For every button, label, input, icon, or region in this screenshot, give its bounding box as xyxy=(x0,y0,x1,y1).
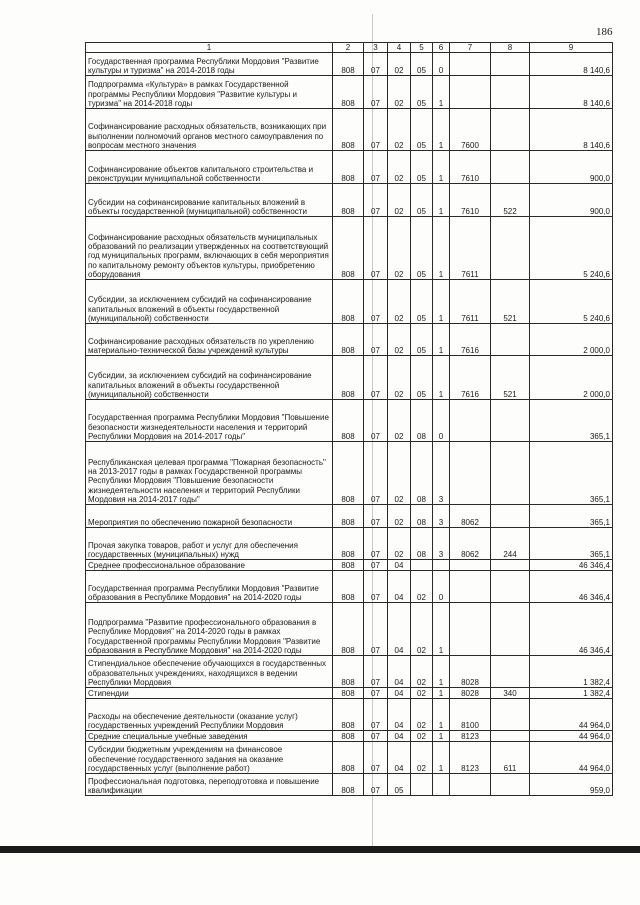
header-cell: 2 xyxy=(333,43,364,53)
amount-cell: 46 346,4 xyxy=(530,560,613,571)
row-name-cell: Профессиональная подготовка, переподготовка и повышение квалификации xyxy=(86,774,333,796)
program-code-cell: 05 xyxy=(411,53,433,76)
article-code-cell: 8100 xyxy=(450,699,491,731)
amount-cell: 900,0 xyxy=(530,184,613,217)
row-name-cell: Государственная программа Республики Мордовия "Повышение безопасности жизнедеятельности населения и территорий Республики Мордовия на 2014-2017 годы" xyxy=(86,400,333,442)
header-cell: 3 xyxy=(364,43,388,53)
ministry-code-cell: 808 xyxy=(333,76,364,109)
row-name-cell: Софинансирование расходных обязательств по укреплению материально-технической базы учреждений культуры xyxy=(86,324,333,356)
section-code-cell: 07 xyxy=(364,742,388,774)
scan-bottom-edge xyxy=(0,846,640,853)
subsection-code-cell: 04 xyxy=(388,688,411,699)
section-code-cell: 07 xyxy=(364,688,388,699)
section-code-cell: 07 xyxy=(364,505,388,528)
subsection-code-cell: 04 xyxy=(388,731,411,742)
page-number: 186 xyxy=(596,26,613,38)
amount-cell: 365,1 xyxy=(530,400,613,442)
budget-table xyxy=(85,42,613,796)
expense-type-cell xyxy=(491,217,530,280)
subsection-code-cell: 02 xyxy=(388,76,411,109)
table-row xyxy=(86,109,613,151)
table-row xyxy=(86,400,613,442)
row-name-cell: Среднее профессиональное образование xyxy=(86,560,333,571)
row-name-cell: Подпрограмма «Культура» в рамках Государственной программы Республики Мордовия "Развитие культуры и туризма" на 2014-2018 годы xyxy=(86,76,333,109)
article-code-cell: 8028 xyxy=(450,656,491,688)
table-row xyxy=(86,656,613,688)
row-name-cell: Подпрограмма "Развитие профессионального образования в Республике Мордовия" на 2014-2020 годы в рамках Государственной программы Республики Мордовия "Развитие образования в Республике Мордовия" на 2014-2020 годы xyxy=(86,603,333,656)
table-header-row xyxy=(86,43,613,53)
subsection-code-cell: 02 xyxy=(388,400,411,442)
row-name-cell: Субсидии на софинансирование капитальных вложений в объекты государственной (муниципальной) собственности xyxy=(86,184,333,217)
subsection-code-cell: 02 xyxy=(388,356,411,400)
section-code-cell: 07 xyxy=(364,774,388,796)
subprogram-code-cell: 1 xyxy=(433,109,450,151)
subprogram-code-cell: 1 xyxy=(433,688,450,699)
subsection-code-cell: 04 xyxy=(388,603,411,656)
section-code-cell: 07 xyxy=(364,560,388,571)
article-code-cell: 7610 xyxy=(450,151,491,184)
section-code-cell: 07 xyxy=(364,76,388,109)
ministry-code-cell: 808 xyxy=(333,151,364,184)
ministry-code-cell: 808 xyxy=(333,603,364,656)
subprogram-code-cell: 0 xyxy=(433,571,450,603)
ministry-code-cell: 808 xyxy=(333,742,364,774)
amount-cell: 900,0 xyxy=(530,151,613,184)
expense-type-cell xyxy=(491,53,530,76)
subsection-code-cell: 02 xyxy=(388,505,411,528)
ministry-code-cell: 808 xyxy=(333,280,364,324)
program-code-cell: 08 xyxy=(411,442,433,505)
subsection-code-cell: 04 xyxy=(388,571,411,603)
header-cell: 6 xyxy=(433,43,450,53)
header-cell: 8 xyxy=(491,43,530,53)
subprogram-code-cell: 0 xyxy=(433,400,450,442)
article-code-cell xyxy=(450,400,491,442)
program-code-cell: 02 xyxy=(411,571,433,603)
header-cell: 1 xyxy=(86,43,333,53)
section-code-cell: 07 xyxy=(364,184,388,217)
expense-type-cell xyxy=(491,699,530,731)
table-row xyxy=(86,560,613,571)
subprogram-code-cell: 3 xyxy=(433,442,450,505)
section-code-cell: 07 xyxy=(364,53,388,76)
table-row xyxy=(86,151,613,184)
expense-type-cell xyxy=(491,656,530,688)
amount-cell: 44 964,0 xyxy=(530,742,613,774)
amount-cell: 365,1 xyxy=(530,528,613,560)
program-code-cell: 02 xyxy=(411,742,433,774)
expense-type-cell xyxy=(491,571,530,603)
ministry-code-cell: 808 xyxy=(333,656,364,688)
table-row xyxy=(86,528,613,560)
row-name-cell: Стипендиальное обеспечение обучающихся в государственных образовательных учреждениях, находящихся в ведении Республики Мордовия xyxy=(86,656,333,688)
ministry-code-cell: 808 xyxy=(333,400,364,442)
subsection-code-cell: 02 xyxy=(388,528,411,560)
section-code-cell: 07 xyxy=(364,571,388,603)
ministry-code-cell: 808 xyxy=(333,505,364,528)
section-code-cell: 07 xyxy=(364,656,388,688)
section-code-cell: 07 xyxy=(364,109,388,151)
subprogram-code-cell: 1 xyxy=(433,656,450,688)
row-name-cell: Республиканская целевая программа "Пожарная безопасность" на 2013-2017 годы в рамках Государственной программы Республики Мордовия "Повышение безопасности жизнедеятельности населения и территорий Республики Мордовия на 2014-2017 годы" xyxy=(86,442,333,505)
ministry-code-cell: 808 xyxy=(333,53,364,76)
ministry-code-cell: 808 xyxy=(333,109,364,151)
article-code-cell: 8028 xyxy=(450,688,491,699)
subsection-code-cell: 04 xyxy=(388,656,411,688)
program-code-cell: 05 xyxy=(411,280,433,324)
expense-type-cell: 521 xyxy=(491,280,530,324)
expense-type-cell xyxy=(491,505,530,528)
article-code-cell xyxy=(450,53,491,76)
amount-cell: 44 964,0 xyxy=(530,699,613,731)
program-code-cell: 08 xyxy=(411,505,433,528)
table-row xyxy=(86,217,613,280)
ministry-code-cell: 808 xyxy=(333,774,364,796)
amount-cell: 365,1 xyxy=(530,442,613,505)
table-row xyxy=(86,742,613,774)
subprogram-code-cell: 1 xyxy=(433,356,450,400)
subsection-code-cell: 02 xyxy=(388,109,411,151)
program-code-cell xyxy=(411,560,433,571)
row-name-cell: Субсидии, за исключением субсидий на софинансирование капитальных вложений в объекты государственной (муниципальной) собственности xyxy=(86,280,333,324)
subprogram-code-cell: 1 xyxy=(433,699,450,731)
ministry-code-cell: 808 xyxy=(333,731,364,742)
subsection-code-cell: 02 xyxy=(388,151,411,184)
row-name-cell: Софинансирование расходных обязательств, возникающих при выполнении полномочий органов местного самоуправления по вопросам местного значения xyxy=(86,109,333,151)
subprogram-code-cell: 3 xyxy=(433,528,450,560)
header-cell: 9 xyxy=(530,43,613,53)
program-code-cell: 02 xyxy=(411,656,433,688)
row-name-cell: Прочая закупка товаров, работ и услуг для обеспечения государственных (муниципальных) нужд xyxy=(86,528,333,560)
ministry-code-cell: 808 xyxy=(333,699,364,731)
expense-type-cell xyxy=(491,151,530,184)
row-name-cell: Софинансирование расходных обязательств муниципальных образований по реализации утвержденных на соответствующий год муниципальных программ, включающих в себя мероприятия по капитальному ремонту объектов культуры, приобретению оборудования xyxy=(86,217,333,280)
subprogram-code-cell: 1 xyxy=(433,742,450,774)
section-code-cell: 07 xyxy=(364,280,388,324)
subsection-code-cell: 02 xyxy=(388,53,411,76)
program-code-cell: 08 xyxy=(411,400,433,442)
ministry-code-cell: 808 xyxy=(333,571,364,603)
amount-cell: 8 140,6 xyxy=(530,53,613,76)
amount-cell: 8 140,6 xyxy=(530,76,613,109)
subprogram-code-cell: 1 xyxy=(433,76,450,109)
article-code-cell xyxy=(450,774,491,796)
article-code-cell xyxy=(450,603,491,656)
subsection-code-cell: 02 xyxy=(388,184,411,217)
table-row xyxy=(86,731,613,742)
expense-type-cell xyxy=(491,774,530,796)
row-name-cell: Государственная программа Республики Мордовия "Развитие культуры и туризма" на 2014-2018 годы xyxy=(86,53,333,76)
subsection-code-cell: 04 xyxy=(388,699,411,731)
row-name-cell: Стипендии xyxy=(86,688,333,699)
article-code-cell: 8123 xyxy=(450,742,491,774)
subprogram-code-cell xyxy=(433,774,450,796)
subprogram-code-cell: 1 xyxy=(433,280,450,324)
subsection-code-cell: 05 xyxy=(388,774,411,796)
table-row xyxy=(86,356,613,400)
article-code-cell xyxy=(450,571,491,603)
subprogram-code-cell: 1 xyxy=(433,151,450,184)
expense-type-cell xyxy=(491,731,530,742)
article-code-cell: 7616 xyxy=(450,324,491,356)
ministry-code-cell: 808 xyxy=(333,356,364,400)
table-row xyxy=(86,571,613,603)
header-cell: 4 xyxy=(388,43,411,53)
expense-type-cell: 340 xyxy=(491,688,530,699)
program-code-cell: 05 xyxy=(411,217,433,280)
expense-type-cell xyxy=(491,560,530,571)
expense-type-cell xyxy=(491,442,530,505)
program-code-cell xyxy=(411,774,433,796)
table-row xyxy=(86,603,613,656)
amount-cell: 1 382,4 xyxy=(530,656,613,688)
program-code-cell: 02 xyxy=(411,731,433,742)
ministry-code-cell: 808 xyxy=(333,442,364,505)
section-code-cell: 07 xyxy=(364,603,388,656)
section-code-cell: 07 xyxy=(364,217,388,280)
expense-type-cell xyxy=(491,324,530,356)
subprogram-code-cell: 1 xyxy=(433,324,450,356)
amount-cell: 959,0 xyxy=(530,774,613,796)
table-row xyxy=(86,505,613,528)
table-row xyxy=(86,53,613,76)
ministry-code-cell: 808 xyxy=(333,688,364,699)
program-code-cell: 05 xyxy=(411,356,433,400)
amount-cell: 2 000,0 xyxy=(530,356,613,400)
expense-type-cell xyxy=(491,603,530,656)
ministry-code-cell: 808 xyxy=(333,528,364,560)
amount-cell: 8 140,6 xyxy=(530,109,613,151)
article-code-cell: 7611 xyxy=(450,280,491,324)
table-row xyxy=(86,280,613,324)
amount-cell: 46 346,4 xyxy=(530,603,613,656)
subprogram-code-cell: 1 xyxy=(433,184,450,217)
article-code-cell xyxy=(450,560,491,571)
subsection-code-cell: 04 xyxy=(388,742,411,774)
expense-type-cell xyxy=(491,109,530,151)
program-code-cell: 05 xyxy=(411,151,433,184)
program-code-cell: 02 xyxy=(411,699,433,731)
program-code-cell: 05 xyxy=(411,76,433,109)
table-row xyxy=(86,774,613,796)
amount-cell: 44 964,0 xyxy=(530,731,613,742)
section-code-cell: 07 xyxy=(364,528,388,560)
table-row xyxy=(86,76,613,109)
subprogram-code-cell: 1 xyxy=(433,603,450,656)
subprogram-code-cell xyxy=(433,560,450,571)
article-code-cell: 8062 xyxy=(450,505,491,528)
table-body xyxy=(86,53,613,796)
subprogram-code-cell: 3 xyxy=(433,505,450,528)
expense-type-cell: 611 xyxy=(491,742,530,774)
table-row xyxy=(86,699,613,731)
subsection-code-cell: 02 xyxy=(388,217,411,280)
article-code-cell: 8062 xyxy=(450,528,491,560)
subsection-code-cell: 02 xyxy=(388,442,411,505)
article-code-cell: 7610 xyxy=(450,184,491,217)
amount-cell: 2 000,0 xyxy=(530,324,613,356)
table-row xyxy=(86,442,613,505)
program-code-cell: 05 xyxy=(411,109,433,151)
ministry-code-cell: 808 xyxy=(333,217,364,280)
subprogram-code-cell: 0 xyxy=(433,53,450,76)
expense-type-cell: 244 xyxy=(491,528,530,560)
row-name-cell: Софинансирование объектов капитального строительства и реконструкции муниципальной собственности xyxy=(86,151,333,184)
program-code-cell: 05 xyxy=(411,324,433,356)
row-name-cell: Средние специальные учебные заведения xyxy=(86,731,333,742)
amount-cell: 365,1 xyxy=(530,505,613,528)
program-code-cell: 05 xyxy=(411,184,433,217)
section-code-cell: 07 xyxy=(364,400,388,442)
header-cell: 7 xyxy=(450,43,491,53)
expense-type-cell: 522 xyxy=(491,184,530,217)
section-code-cell: 07 xyxy=(364,151,388,184)
subsection-code-cell: 02 xyxy=(388,280,411,324)
amount-cell: 1 382,4 xyxy=(530,688,613,699)
expense-type-cell xyxy=(491,400,530,442)
program-code-cell: 08 xyxy=(411,528,433,560)
subprogram-code-cell: 1 xyxy=(433,217,450,280)
row-name-cell: Субсидии, за исключением субсидий на софинансирование капитальных вложений в объекты государственной (муниципальной) собственности xyxy=(86,356,333,400)
article-code-cell xyxy=(450,76,491,109)
header-cell: 5 xyxy=(411,43,433,53)
subsection-code-cell: 02 xyxy=(388,324,411,356)
amount-cell: 5 240,6 xyxy=(530,280,613,324)
article-code-cell: 7600 xyxy=(450,109,491,151)
article-code-cell: 8123 xyxy=(450,731,491,742)
section-code-cell: 07 xyxy=(364,699,388,731)
amount-cell: 46 346,4 xyxy=(530,571,613,603)
row-name-cell: Расходы на обеспечение деятельности (оказание услуг) государственных учреждений Республики Мордовия xyxy=(86,699,333,731)
section-code-cell: 07 xyxy=(364,324,388,356)
table-row xyxy=(86,688,613,699)
amount-cell: 5 240,6 xyxy=(530,217,613,280)
article-code-cell: 7616 xyxy=(450,356,491,400)
section-code-cell: 07 xyxy=(364,442,388,505)
row-name-cell: Государственная программа Республики Мордовия "Развитие образования в Республике Мордовия" на 2014-2020 годы xyxy=(86,571,333,603)
section-code-cell: 07 xyxy=(364,356,388,400)
subprogram-code-cell: 1 xyxy=(433,731,450,742)
table-row xyxy=(86,324,613,356)
ministry-code-cell: 808 xyxy=(333,184,364,217)
program-code-cell: 02 xyxy=(411,603,433,656)
table-row xyxy=(86,184,613,217)
expense-type-cell xyxy=(491,76,530,109)
row-name-cell: Субсидии бюджетным учреждениям на финансовое обеспечение государственного задания на оказание государственных услуг (выполнение работ) xyxy=(86,742,333,774)
subsection-code-cell: 04 xyxy=(388,560,411,571)
article-code-cell xyxy=(450,442,491,505)
article-code-cell: 7611 xyxy=(450,217,491,280)
program-code-cell: 02 xyxy=(411,688,433,699)
expense-type-cell: 521 xyxy=(491,356,530,400)
section-code-cell: 07 xyxy=(364,731,388,742)
row-name-cell: Мероприятия по обеспечению пожарной безопасности xyxy=(86,505,333,528)
ministry-code-cell: 808 xyxy=(333,560,364,571)
ministry-code-cell: 808 xyxy=(333,324,364,356)
